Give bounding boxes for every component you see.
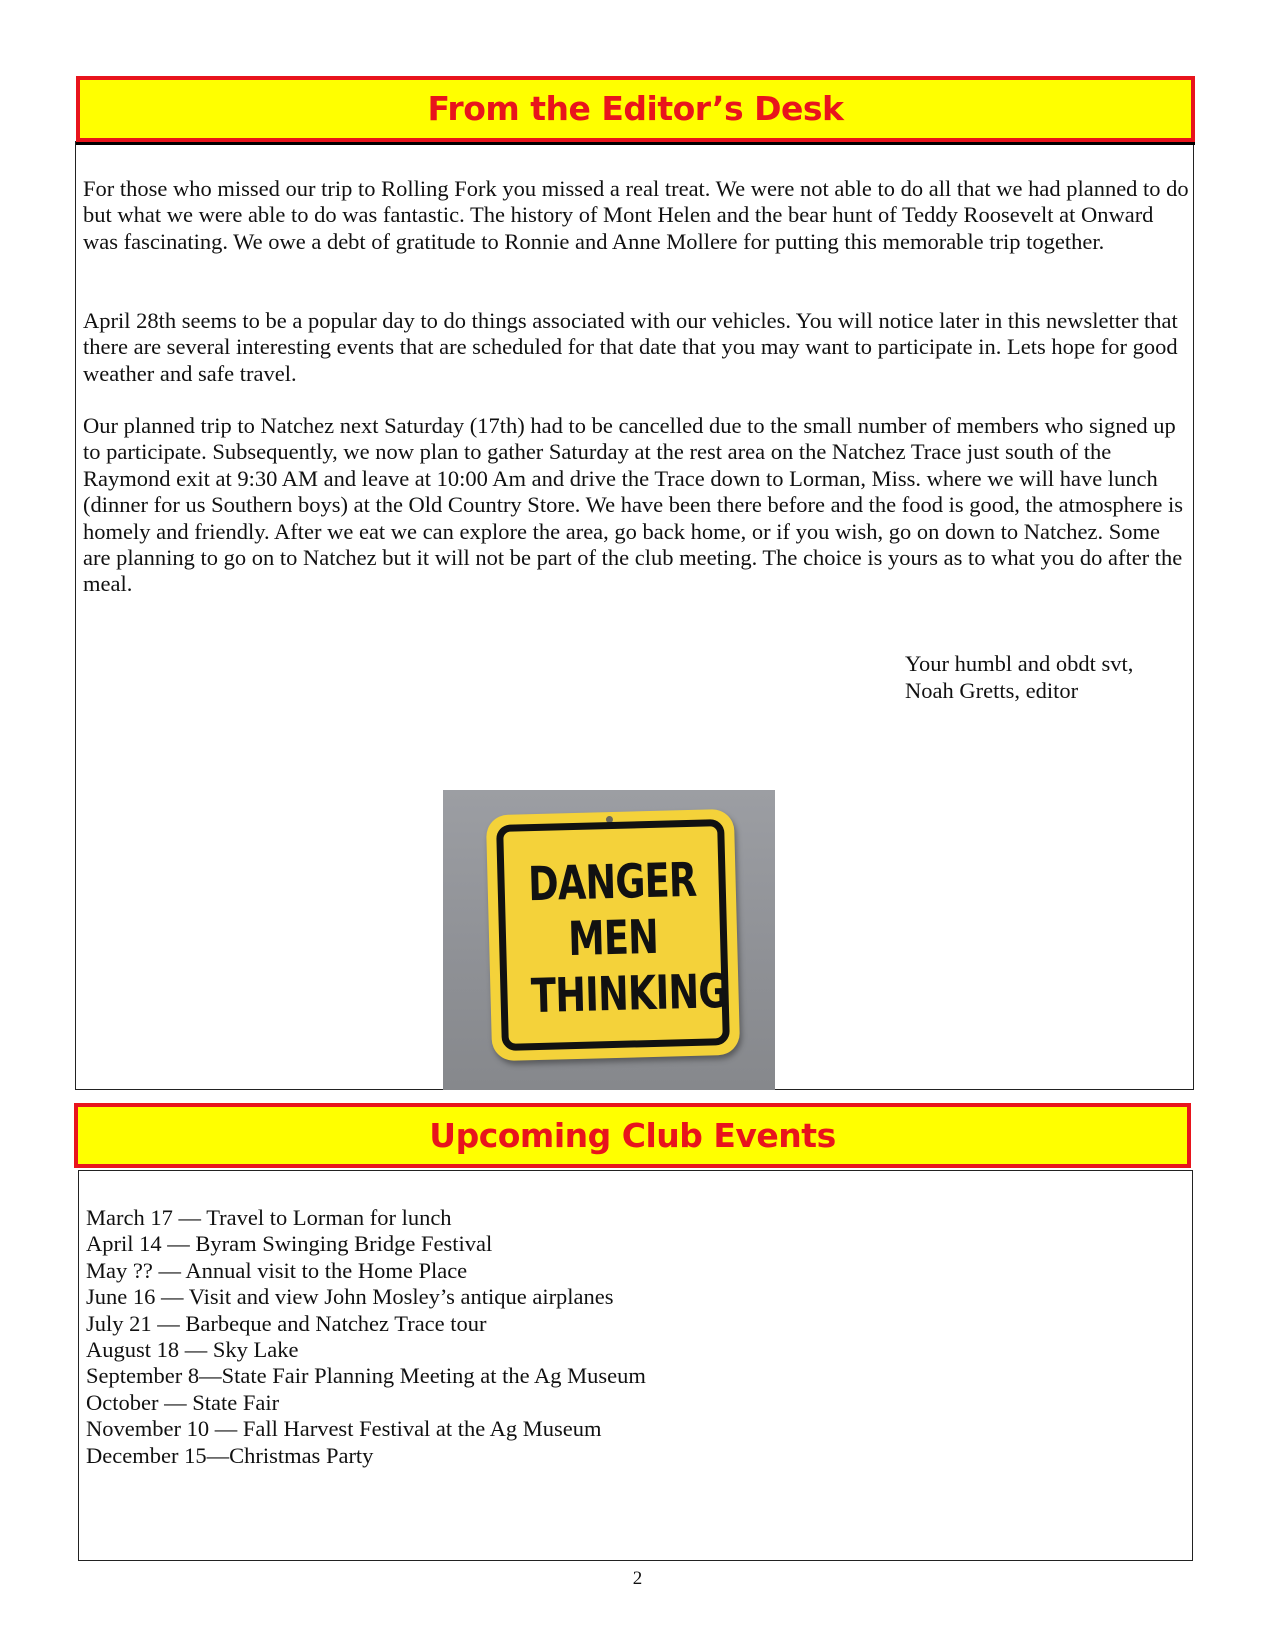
- event-item: April 14 — Byram Swinging Bridge Festival: [86, 1231, 493, 1257]
- event-item: July 21 — Barbeque and Natchez Trace tour: [86, 1310, 487, 1336]
- editors-paragraph-1: For those who missed our trip to Rolling Fork you missed a real treat. We were not able to do all that we had planned to do but what we were able to do was fantastic. The history of Mont Helen and the bear hunt of Teddy Roosevelt at Onward was fascinating. We owe a debt of gratitude to Ronnie and Anne Mollere for putting this memorable trip together.: [83, 176, 1189, 254]
- editors-paragraph-3: Our planned trip to Natchez next Saturday (17th) had to be cancelled due to the small number of members who signed up to participate. Subsequently, we now plan to gather Saturday at the rest area on the Natchez Trace just south of the Raymond exit at 9:30 AM and leave at 10:00 Am and drive the Trace down to Lorman, Miss. where we will have lunch (dinner for us Southern boys) at the Old Country Store. We have been there before and the food is good, the atmosphere is homely and friendly. After we eat we can explore the area, go back home, or if you wish, go on down to Natchez. Some are planning to go on to Natchez but it will not be part of the club meeting. The choice is yours as to what you do after the meal.: [83, 413, 1183, 597]
- sign-border: [496, 819, 730, 1051]
- danger-sign: [486, 809, 740, 1061]
- event-item: May ?? — Annual visit to the Home Place: [86, 1257, 468, 1283]
- event-item: September 8—State Fair Planning Meeting at the Ag Museum: [86, 1363, 646, 1389]
- page-number: 2: [632, 1568, 643, 1589]
- editors-paragraph-2: April 28th seems to be a popular day to do things associated with our vehicles. You will notice later in this newsletter that there are several interesting events that are scheduled for that date that you may want to participate in. Lets hope for good weather and safe travel.: [83, 308, 1178, 386]
- sign-text-line-2: MEN: [567, 909, 659, 968]
- editors-desk-title: From the Editor’s Desk: [427, 89, 844, 128]
- upcoming-events-title: Upcoming Club Events: [429, 1116, 836, 1155]
- event-item: March 17 — Travel to Lorman for lunch: [86, 1205, 452, 1230]
- event-item: October — State Fair: [86, 1389, 280, 1415]
- sign-text-line-1: DANGER: [527, 852, 698, 913]
- event-item: August 18 — Sky Lake: [86, 1337, 299, 1363]
- sign-text-line-3: THINKING: [530, 964, 729, 1025]
- editor-signature: [905, 651, 1133, 704]
- signature-closing: Your humbl and obdt svt,: [905, 651, 1134, 676]
- danger-sign-photo: [443, 790, 775, 1090]
- signature-name: Noah Gretts, editor: [905, 677, 1079, 703]
- editors-desk-banner: [76, 76, 1195, 142]
- event-item: June 16 — Visit and view John Mosley’s antique airplanes: [86, 1284, 614, 1310]
- event-item: November 10 — Fall Harvest Festival at the Ag Museum: [86, 1416, 602, 1442]
- event-item: December 15—Christmas Party: [86, 1442, 374, 1468]
- upcoming-events-banner: [74, 1103, 1191, 1168]
- events-list: [86, 1205, 646, 1469]
